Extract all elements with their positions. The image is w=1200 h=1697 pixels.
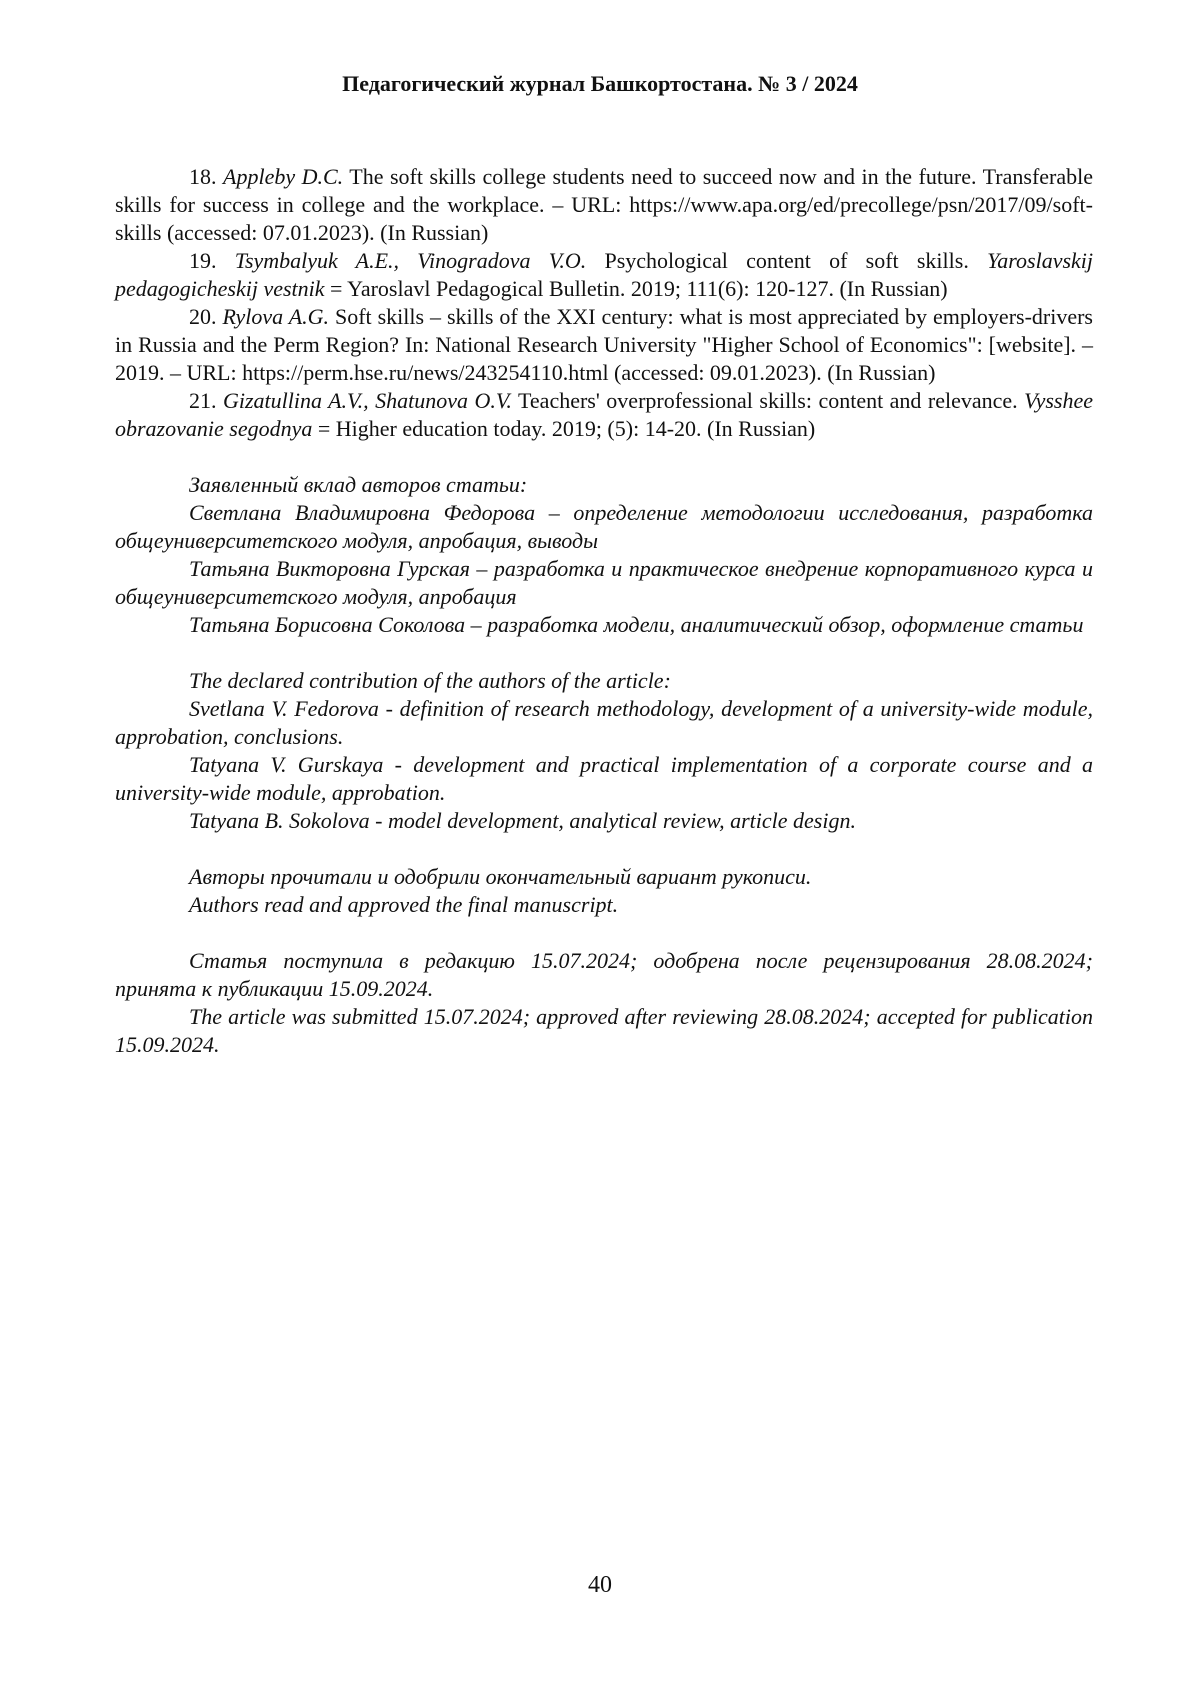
dates-ru: Статья поступила в редакцию 15.07.2024; одобрена после рецензирования 28.08.2024; принята к публикации 15.09.2024. [115,948,1093,1001]
reference-item [115,247,1093,303]
contribution-author-en: Svetlana V. Fedorova - definition of research methodology, development of a university-wide module, approbation, conclusions. [115,696,1093,749]
contribution-author-ru: Светлана Владимировна Федорова – определение методологии исследования, разработка общеуниверситетского модуля, апробация, выводы [115,500,1093,553]
page-content [115,163,1093,1059]
contribution-heading-en: The declared contribution of the authors of the article: [189,668,671,693]
reference-authors: Tsymbalyuk A.E., Vinogradova V.O. [234,248,587,273]
reference-text: Psychological content of soft skills. [604,248,969,273]
contribution-heading-ru: Заявленный вклад авторов статьи: [189,472,528,497]
reference-item [115,163,1093,247]
reference-item [115,387,1093,443]
contribution-author-ru: Татьяна Викторовна Гурская – разработка и практическое внедрение корпоративного курса и общеуниверситетского модуля, апробация [115,556,1093,609]
reference-authors: Rylova A.G. [222,304,330,329]
reference-text: The soft skills college students need to succeed now and in the future. Transferable skills for success in college and the workplace. – URL: https://www.apa.org/ed/precollege/psn/2017/09/soft-skills (accessed: 07.01.2023). (In Russian) [115,164,1093,245]
approval-ru: Авторы прочитали и одобрили окончательный вариант рукописи. [189,864,812,889]
reference-number: 20. [189,304,217,329]
reference-journal: Yaroslavskij pedagogicheskij vestnik [115,248,1094,301]
reference-journal: Vysshee obrazovanie segodnya [115,388,1094,441]
reference-authors: Gizatullina A.V., Shatunova O.V. [222,388,512,413]
journal-header: Педагогический журнал Башкортостана. № 3 / 2024 [342,71,858,96]
contribution-en [115,667,1093,835]
contribution-author-en: Tatyana V. Gurskaya - development and practical implementation of a corporate course and a university-wide module, approbation. [115,752,1093,805]
reference-number: 21. [189,388,217,413]
reference-text: Teachers' overprofessional skills: content and relevance. [518,388,1018,413]
page-number: 40 [588,1572,612,1598]
contribution-author-ru: Татьяна Борисовна Соколова – разработка модели, аналитический обзор, оформление статьи [189,612,1084,637]
reference-text: Soft skills – skills of the XXI century: what is most appreciated by employers-drivers in Russia and the Perm Region? In: National Research University "Higher School of Economics": [website]. – 2019. – URL: https://perm.hse.ru/news/243254110.html (accessed: 09.01.2023). (In Russian) [115,304,1093,385]
approval-en: Authors read and approved the final manuscript. [189,892,619,917]
reference-number: 19. [189,248,217,273]
approval-statement [115,863,1093,919]
contribution-ru [115,471,1093,639]
article-dates [115,947,1093,1059]
reference-item [115,303,1093,387]
dates-en: The article was submitted 15.07.2024; approved after reviewing 28.08.2024; accepted for publication 15.09.2024. [115,1004,1093,1057]
contribution-author-en: Tatyana B. Sokolova - model development, analytical review, article design. [189,808,856,833]
reference-number: 18. [189,164,217,189]
reference-text: = Yaroslavl Pedagogical Bulletin. 2019; 111(6): 120-127. (In Russian) [330,276,948,301]
reference-authors: Appleby D.C. [223,164,344,189]
reference-list [115,163,1093,443]
reference-text: = Higher education today. 2019; (5): 14-20. (In Russian) [317,416,816,441]
